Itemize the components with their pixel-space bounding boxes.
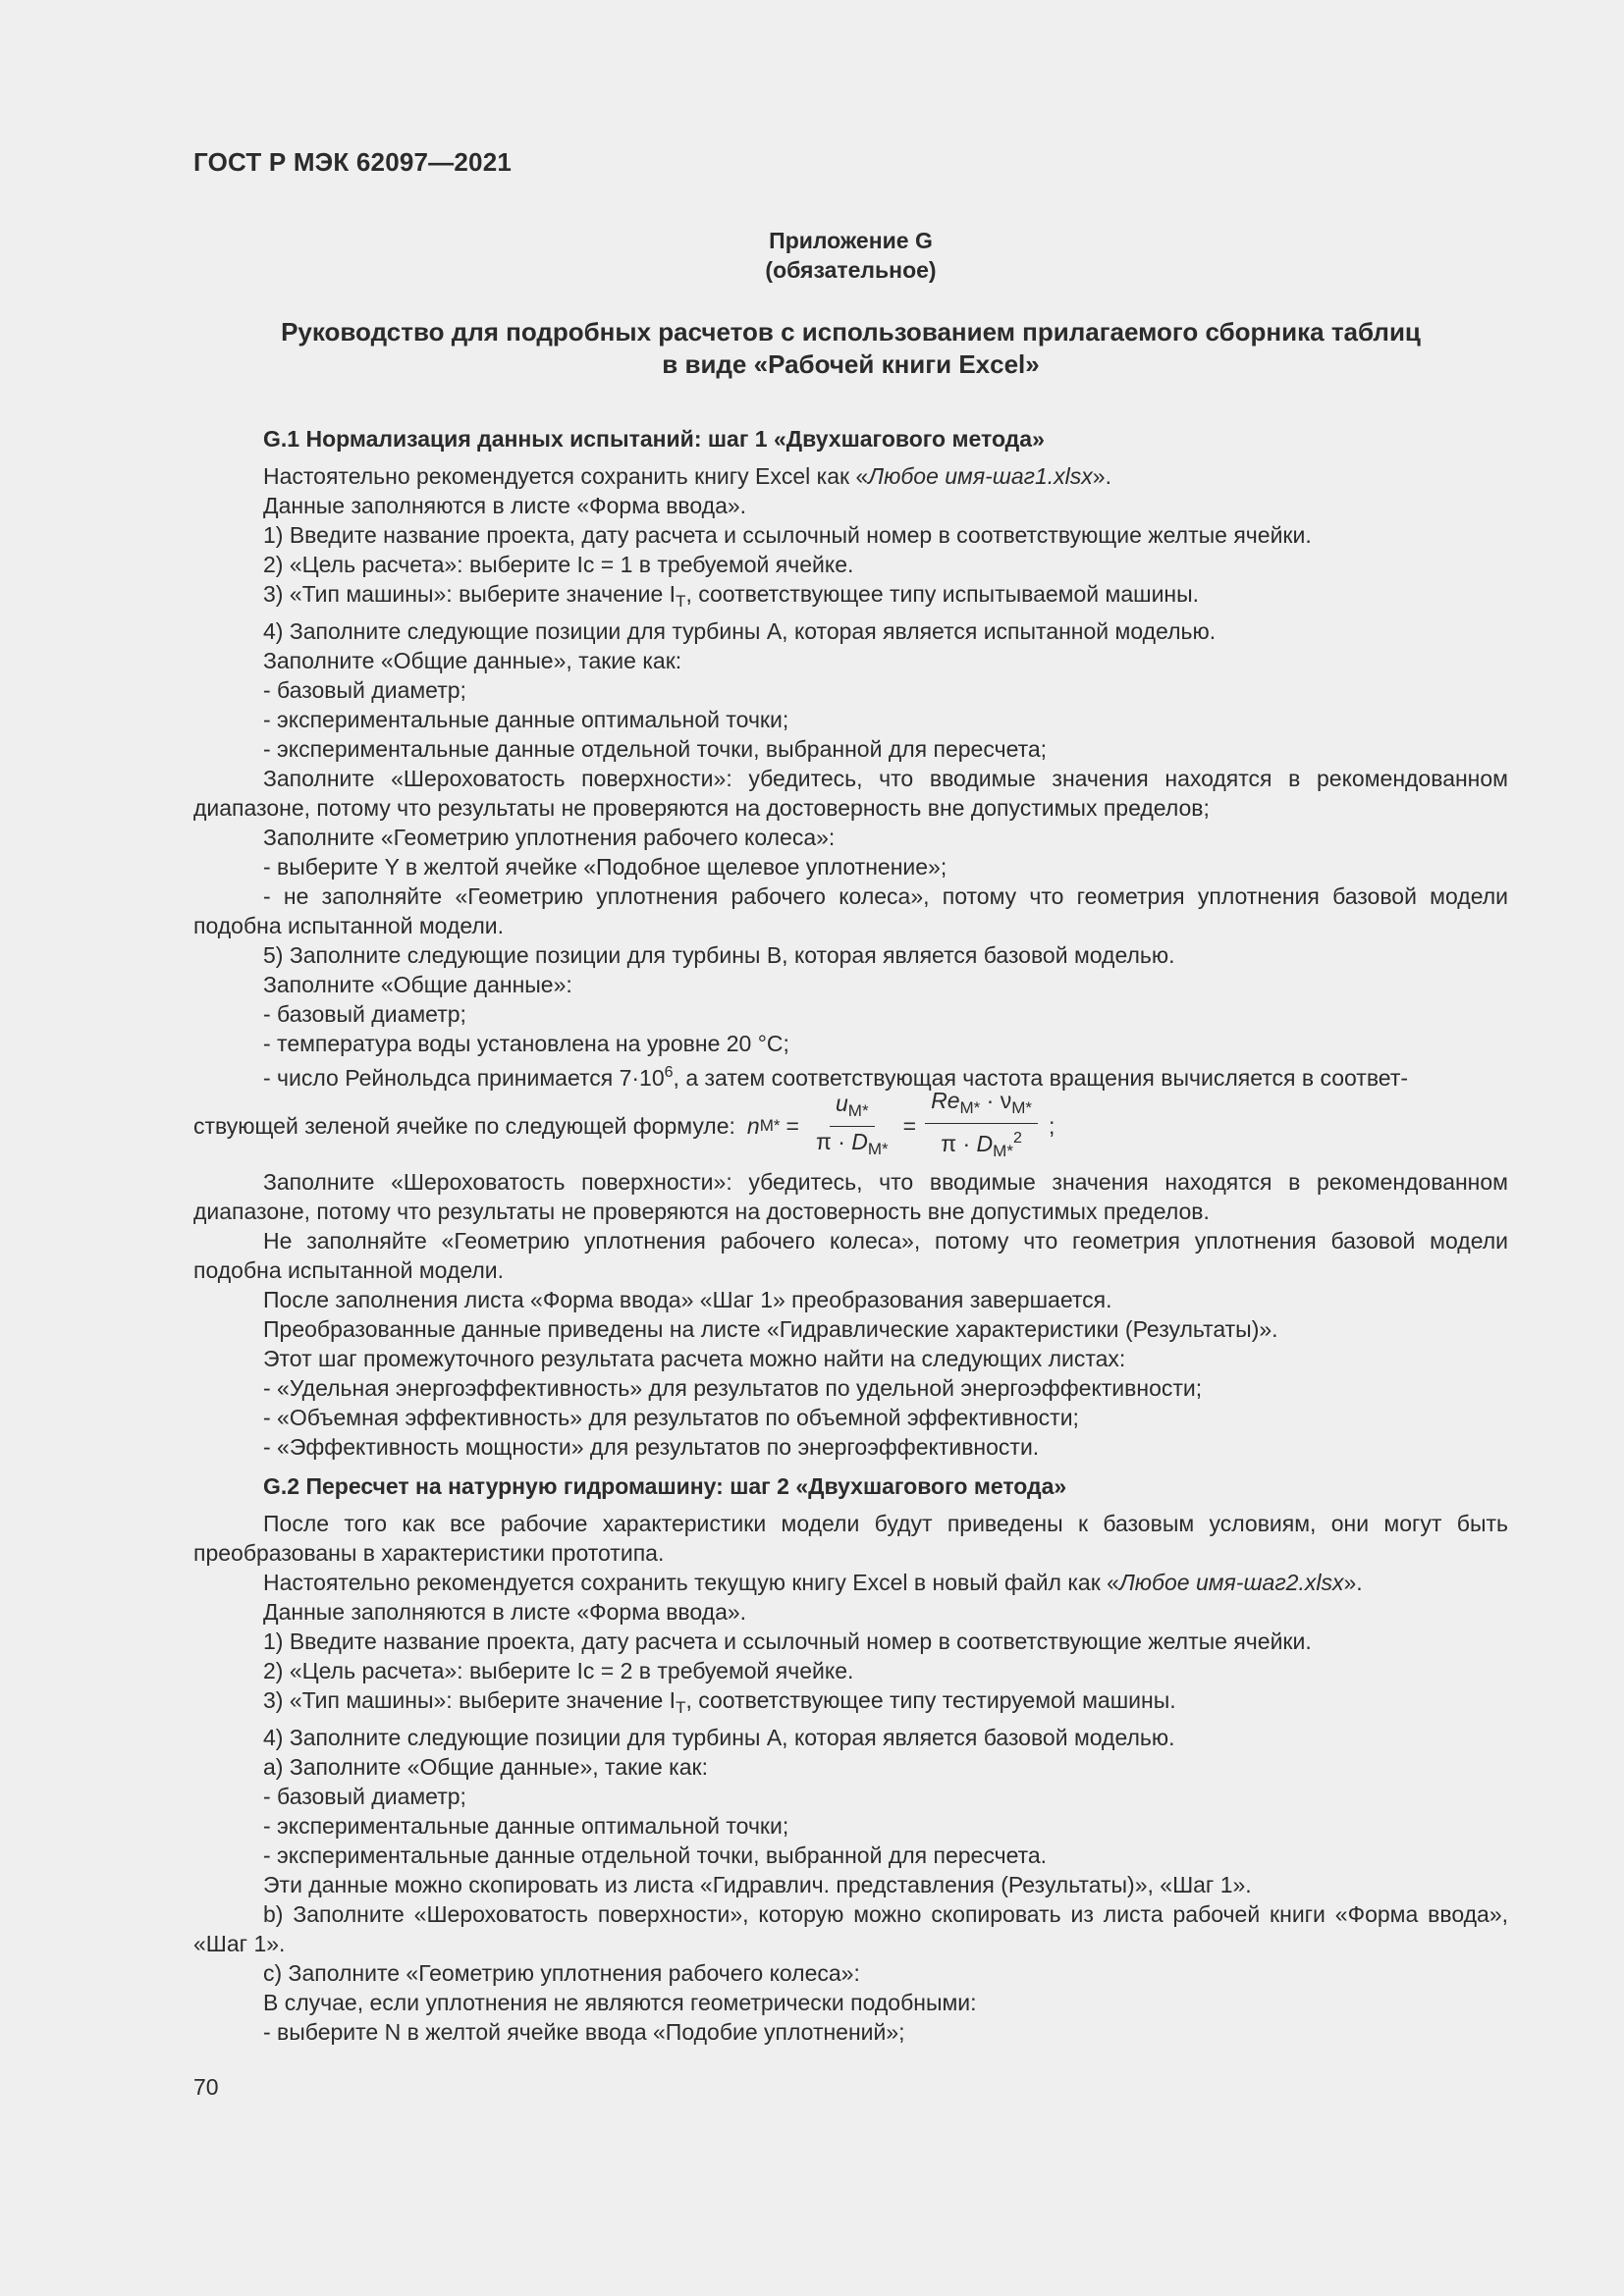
paragraph: Данные заполняются в листе «Форма ввода». (263, 1599, 747, 1625)
list-item: - базовый диаметр; (263, 1784, 466, 1809)
document-title-line-1: Руководство для подробных расчетов с использованием прилагаемого сборника таблиц (281, 317, 1421, 347)
paragraph: Заполните «Геометрию уплотнения рабочего колеса»: (263, 825, 836, 850)
fraction-1-denominator (810, 1127, 894, 1162)
paragraph: 2) «Цель расчета»: выберите Ic = 2 в требуемой ячейке. (263, 1658, 854, 1683)
formula-line (193, 1088, 1508, 1160)
paragraph: a) Заполните «Общие данные», такие как: (263, 1754, 708, 1780)
filename-step2: Любое имя-шаг2.xlsx (1118, 1570, 1344, 1595)
text: ». (1343, 1570, 1363, 1595)
text: 3) «Тип машины»: выберите значение I (263, 1687, 677, 1713)
rotational-speed-formula (747, 1088, 1055, 1164)
paragraph (193, 461, 1508, 491)
paragraph: Заполните «Общие данные»: (263, 972, 572, 997)
paragraph: Заполните «Общие данные», такие как: (263, 648, 682, 673)
formula-subscript: M* (959, 1098, 981, 1117)
formula-subscript: M* (993, 1142, 1013, 1160)
list-item: - экспериментальные данные оптимальной точки; (263, 707, 789, 732)
section-g1-heading: G.1 Нормализация данных испытаний: шаг 1 «Двухшагового метода» (263, 426, 1045, 452)
text: - число Рейнольдса принимается 7·10 (263, 1065, 665, 1091)
formula-symbol: Re (931, 1088, 960, 1113)
page-number: 70 (193, 2074, 219, 2100)
fraction-2 (925, 1088, 1038, 1164)
subscript: T (676, 1698, 686, 1717)
paragraph (193, 579, 1508, 616)
fraction-1-numerator (830, 1091, 875, 1127)
paragraph: 4) Заполните следующие позиции для турбины А, которая является базовой моделью. (263, 1725, 1175, 1750)
list-item: - экспериментальные данные оптимальной точки; (263, 1813, 789, 1839)
fraction-2-denominator (935, 1124, 1028, 1164)
formula-subscript: M* (867, 1139, 889, 1158)
paragraph: В случае, если уплотнения не являются геометрически подобными: (263, 1990, 977, 2015)
main-content (193, 424, 1508, 2047)
standard-header: ГОСТ Р МЭК 62097—2021 (193, 147, 513, 177)
list-item: - «Удельная энергоэффективность» для результатов по удельной энергоэффективности; (263, 1375, 1203, 1401)
paragraph: После того как все рабочие характеристики модели будут приведены к базовым условиям, они могут быть преобразованы в характеристики прототипа. (193, 1511, 1508, 1566)
text: ». (1092, 463, 1111, 489)
formula-symbol: u (836, 1090, 848, 1116)
text: , соответствующее типу тестируемой машины. (685, 1687, 1176, 1713)
list-item: - выберите Y в желтой ячейке «Подобное щелевое уплотнение»; (263, 854, 947, 880)
formula-subscript: M* (1011, 1098, 1033, 1117)
list-item: - не заполняйте «Геометрию уплотнения рабочего колеса», потому что геометрия уплотнения базовой модели подобна испытанной модели. (193, 883, 1508, 938)
list-item: - «Объемная эффективность» для результатов по объемной эффективности; (263, 1405, 1079, 1430)
formula-text: π · (815, 1128, 852, 1154)
text: ствующей зеленой ячейке по следующей формуле: (193, 1113, 735, 1139)
formula-equals: = (785, 1113, 799, 1139)
list-item: - экспериментальные данные отдельной точки, выбранной для пересчета; (263, 736, 1048, 762)
paragraph (193, 1568, 1508, 1597)
formula-text: · ν (980, 1088, 1012, 1113)
formula-symbol: n (746, 1113, 760, 1139)
document-title (193, 316, 1508, 381)
text: Настоятельно рекомендуется сохранить книгу Excel как « (263, 463, 869, 489)
list-item: - базовый диаметр; (263, 1001, 466, 1027)
formula-subscript: M* (759, 1116, 781, 1135)
section-g2 (193, 1471, 1508, 2047)
paragraph: Заполните «Шероховатость поверхности»: убедитесь, что вводимые значения находятся в рекомендованном диапазоне, потому что результаты не проверяются на достоверность вне допустимых пределов. (193, 1169, 1508, 1224)
section-g2-heading: G.2 Пересчет на натурную гидромашину: шаг 2 «Двухшагового метода» (263, 1473, 1067, 1499)
list-item: - температура воды установлена на уровне 20 °С; (263, 1031, 789, 1056)
paragraph: 2) «Цель расчета»: выберите Ic = 1 в требуемой ячейке. (263, 552, 854, 577)
formula-text: π · (941, 1131, 977, 1156)
annex-title: Приложение G (769, 228, 933, 253)
paragraph: 1) Введите название проекта, дату расчета и ссылочный номер в соответствующие желтые ячейки. (263, 1629, 1312, 1654)
paragraph: 4) Заполните следующие позиции для турбины А, которая является испытанной моделью. (263, 618, 1217, 644)
document-title-line-2: в виде «Рабочей книги Excel» (662, 349, 1040, 379)
text: , а затем соответствующая частота вращения вычисляется в соответ- (673, 1065, 1409, 1091)
paragraph: 5) Заполните следующие позиции для турбины В, которая является базовой моделью. (263, 942, 1175, 968)
paragraph: После заполнения листа «Форма ввода» «Шаг 1» преобразования завершается. (263, 1287, 1112, 1312)
list-item: - базовый диаметр; (263, 677, 466, 703)
paragraph: Этот шаг промежуточного результата расчета можно найти на следующих листах: (263, 1346, 1126, 1371)
text: , соответствующее типу испытываемой машины. (685, 581, 1200, 607)
formula-symbol: D (851, 1128, 868, 1154)
section-g1 (193, 424, 1508, 1462)
paragraph: Эти данные можно скопировать из листа «Гидравлич. представления (Результаты)», «Шаг 1». (263, 1872, 1252, 1897)
formula-end: ; (1049, 1113, 1056, 1139)
formula-superscript: 2 (1012, 1130, 1022, 1147)
annex-heading (193, 226, 1508, 285)
paragraph: Не заполняйте «Геометрию уплотнения рабочего колеса», потому что геометрия уплотнения базовой модели подобна испытанной модели. (193, 1228, 1508, 1283)
subscript: T (676, 592, 686, 611)
filename-step1: Любое имя-шаг1.xlsx (868, 463, 1093, 489)
paragraph: Преобразованные данные приведены на листе «Гидравлические характеристики (Результаты)». (263, 1316, 1278, 1342)
fraction-1 (810, 1091, 894, 1162)
paragraph: Заполните «Шероховатость поверхности»: убедитесь, что вводимые значения находятся в рекомендованном диапазоне, потому что результаты не проверяются на достоверность вне допустимых пределов; (193, 766, 1508, 821)
paragraph: c) Заполните «Геометрию уплотнения рабочего колеса»: (263, 1960, 860, 1986)
fraction-2-numerator (925, 1088, 1038, 1124)
list-item: - выберите N в желтой ячейке ввода «Подобие уплотнений»; (263, 2019, 905, 2045)
list-item: - «Эффективность мощности» для результатов по энергоэффективности. (263, 1434, 1040, 1460)
formula-equals: = (902, 1113, 917, 1139)
formula-symbol: D (976, 1131, 994, 1156)
paragraph (193, 1685, 1508, 1723)
paragraph: Данные заполняются в листе «Форма ввода». (263, 493, 747, 518)
superscript: 6 (664, 1064, 674, 1081)
text: 3) «Тип машины»: выберите значение I (263, 581, 677, 607)
list-item: - экспериментальные данные отдельной точки, выбранной для пересчета. (263, 1842, 1048, 1868)
text: Настоятельно рекомендуется сохранить текущую книгу Excel в новый файл как « (263, 1570, 1119, 1595)
annex-type: (обязательное) (765, 257, 937, 283)
paragraph: b) Заполните «Шероховатость поверхности», которую можно скопировать из листа рабочей книги «Форма ввода», «Шаг 1». (193, 1901, 1508, 1956)
formula-subscript: M* (847, 1100, 869, 1120)
paragraph: 1) Введите название проекта, дату расчета и ссылочный номер в соответствующие желтые ячейки. (263, 522, 1312, 548)
